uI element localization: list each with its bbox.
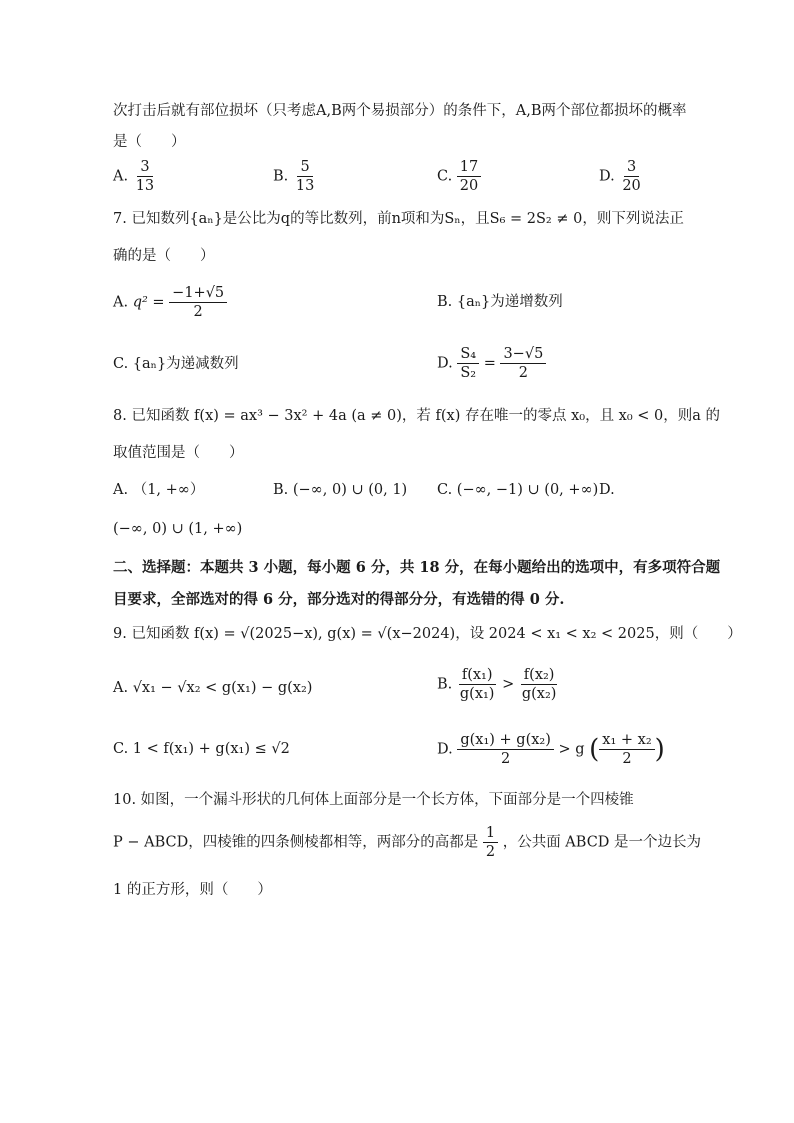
q8-stem-line2: 取值范围是（ ）: [113, 445, 244, 461]
q8-option-b[interactable]: B. (−∞, 0) ∪ (0, 1): [273, 482, 408, 498]
q7-option-d[interactable]: [437, 345, 546, 382]
q9-option-b[interactable]: [437, 666, 559, 703]
q7-stem-line1: 7. 已知数列{aₙ}是公比为q的等比数列，前n项和为Sₙ，且S₆ = 2S₂ ≠ 0，则下列说法正: [113, 211, 684, 227]
q9-stem: 9. 已知函数 f(x) = √(2025−x), g(x) = √(x−2024)，设 2024 < x₁ < x₂ < 2025，则（ ）: [113, 626, 742, 642]
q8-option-c[interactable]: C. (−∞, −1) ∪ (0, +∞): [437, 482, 599, 498]
section2-heading-line1: 二、选择题：本题共 3 小题，每小题 6 分，共 18 分，在每小题给出的选项中，有多项符合题: [113, 559, 721, 576]
q6-option-b-label: B.: [273, 168, 289, 185]
q6-option-b[interactable]: [273, 158, 317, 195]
q9-option-d-lhs-fraction: $\frac{\text{g(x₁) + g(x₂)}}{2}$: [457, 731, 554, 768]
q8-option-d-continuation: (−∞, 0) ∪ (1, +∞): [113, 521, 243, 537]
q7-option-b-label: B.: [437, 294, 453, 310]
q7-option-d-lhs-fraction: $\frac{\text{S₄}}{\text{S₂}}$: [457, 345, 479, 382]
q7-option-d-label: D.: [437, 355, 453, 372]
q9-option-d-right-paren: ): [654, 734, 665, 765]
q10-height-fraction: $\frac{1}{2}$: [483, 824, 498, 861]
q7-option-a-lhs: q² =: [132, 294, 165, 311]
q6-option-a[interactable]: [113, 158, 157, 195]
q9-option-b-operator: >: [502, 676, 515, 693]
q8-stem-line1: 8. 已知函数 f(x) = ax³ − 3x² + 4a (a ≠ 0)，若 f(x) 存在唯一的零点 x₀，且 x₀ < 0，则a 的: [113, 408, 721, 424]
q10-stem-line2-part1: P − ABCD，四棱锥的四条侧棱都相等，两部分的高都是: [113, 834, 479, 851]
q7-option-b[interactable]: [437, 292, 563, 312]
section2-heading-line2: 目要求，全部选对的得 6 分，部分选对的得部分分，有选错的得 0 分.: [113, 591, 565, 608]
q6-option-c-fraction: $\frac{17}{20}$: [457, 158, 481, 195]
q6-option-d[interactable]: [599, 158, 644, 195]
q7-option-a-fraction: $\frac{-1+√5}{2}$: [169, 284, 227, 321]
q9-option-d-left-paren: (: [589, 734, 600, 765]
q9-option-a[interactable]: A. √x₁ − √x₂ < g(x₁) − g(x₂): [113, 680, 313, 696]
q6-option-a-label: A.: [113, 168, 129, 185]
q10-stem-line2: [113, 824, 701, 861]
q6-stem-line2: 是（ ）: [113, 134, 186, 150]
q7-option-a[interactable]: [113, 284, 227, 321]
q10-stem-line1: 10. 如图，一个漏斗形状的几何体上面部分是一个长方体，下面部分是一个四棱锥: [113, 792, 634, 808]
q6-option-a-fraction: $\frac{3}{13}$: [135, 159, 155, 194]
q7-option-d-equals: =: [483, 355, 496, 372]
q6-option-c-label: C.: [437, 168, 453, 185]
q9-option-c[interactable]: C. 1 < f(x₁) + g(x₁) ≤ √2: [113, 741, 290, 757]
q6-option-c[interactable]: [437, 158, 481, 195]
q7-option-a-label: A.: [113, 294, 129, 311]
q9-option-d-rhs-fraction: $\frac{\text{x₁ + x₂}}{2}$: [599, 731, 654, 768]
q10-stem-line2-part2: ，公共面 ABCD 是一个边长为: [502, 834, 702, 851]
q6-option-b-fraction: $\frac{5}{13}$: [295, 159, 315, 194]
q6-option-d-label: D.: [599, 168, 615, 185]
q7-option-b-text: {aₙ}为递增数列: [456, 294, 563, 310]
q7-option-c[interactable]: [113, 354, 239, 374]
q10-stem-line3: 1 的正方形，则（ ）: [113, 882, 272, 898]
q9-option-d-operator: > g: [558, 741, 585, 758]
q7-stem-line2: 确的是（ ）: [113, 248, 215, 264]
q6-stem-line1: 次打击后就有部位损坏（只考虑A,B两个易损部分）的条件下，A,B两个部位都损坏的概率: [113, 103, 687, 119]
q9-option-d[interactable]: [437, 731, 665, 768]
q9-option-b-label: B.: [437, 676, 453, 693]
q8-option-a[interactable]: A. （1, +∞）: [113, 482, 205, 498]
q7-option-c-label: C.: [113, 356, 129, 372]
q7-option-c-text: {aₙ}为递减数列: [132, 356, 239, 372]
q9-option-b-lhs-fraction: $\frac{\text{f(x₁)}}{\text{g(x₁)}}$: [459, 667, 495, 702]
q8-option-d[interactable]: D.: [599, 482, 615, 498]
q7-option-d-rhs-fraction: $\frac{3-√5}{2}$: [500, 345, 546, 382]
q6-option-d-fraction: $\frac{3}{20}$: [622, 159, 641, 194]
q9-option-d-label: D.: [437, 741, 453, 758]
q9-option-b-rhs-fraction: $\frac{\text{f(x₂)}}{\text{g(x₂)}}$: [521, 667, 557, 702]
